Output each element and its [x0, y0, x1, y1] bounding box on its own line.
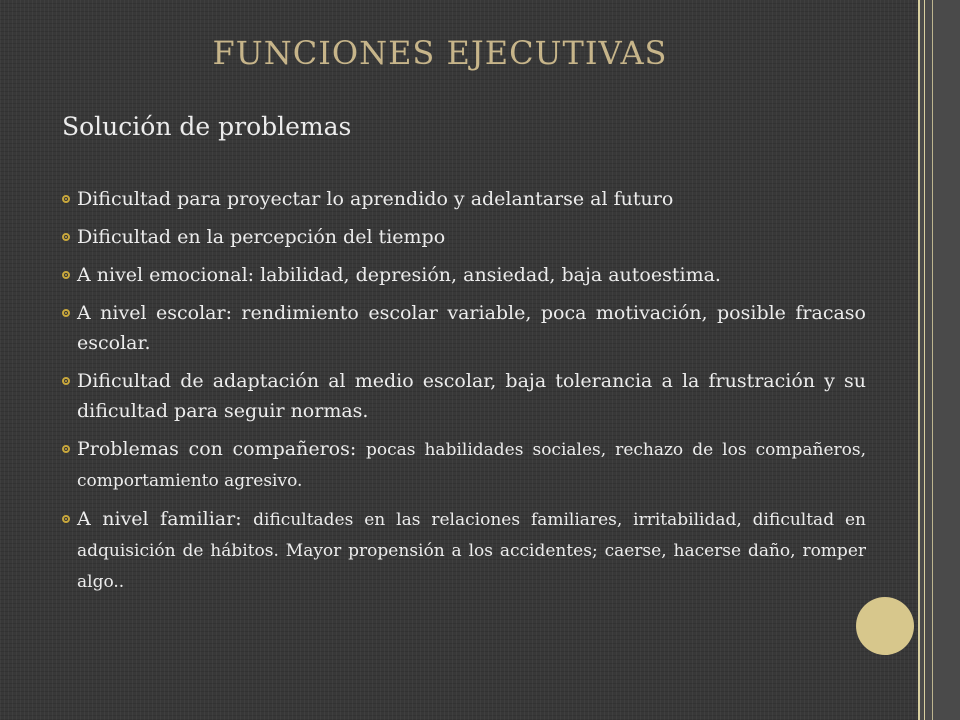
bullet-text: A nivel escolar: rendimiento escolar variable, poca motivación, posible fracaso escolar.	[77, 302, 866, 354]
bullet-text: Dificultad para proyectar lo aprendido y adelantarse al futuro	[77, 188, 674, 210]
bullet-item	[62, 260, 866, 290]
bullet-text: A nivel familiar:	[77, 508, 254, 530]
decorative-line	[918, 0, 920, 720]
bullet-text: Problemas con compañeros:	[77, 438, 366, 460]
bullet-item	[62, 504, 866, 597]
bullet-text: Dificultad en la percepción del tiempo	[77, 226, 446, 248]
ring-bullet-icon	[62, 195, 70, 203]
bullet-text: Dificultad de adaptación al medio escolar, baja tolerancia a la frustración y su dificultad para seguir normas.	[77, 370, 866, 422]
ring-bullet-icon	[62, 233, 70, 241]
bullet-text-detail: pocas habilidades sociales, rechazo de los compañeros, comportamiento agresivo.	[77, 440, 866, 491]
ring-bullet-icon	[62, 515, 70, 523]
bullet-item	[62, 434, 866, 496]
bullet-text: A nivel emocional: labilidad, depresión, ansiedad, baja autoestima.	[77, 264, 721, 286]
bullet-item	[62, 366, 866, 426]
decorative-line	[932, 0, 933, 720]
ring-bullet-icon	[62, 271, 70, 279]
bullet-text-detail: dificultades en las relaciones familiares, irritabilidad, dificultad en adquisición de hábitos. Mayor propensión a los accidentes; caerse, hacerse daño, romper algo..	[77, 510, 866, 592]
bullet-item	[62, 184, 866, 214]
bullet-item	[62, 222, 866, 252]
decorative-line	[924, 0, 925, 720]
slide-title: FUNCIONES EJECUTIVAS	[212, 34, 668, 72]
ring-bullet-icon	[62, 309, 70, 317]
ring-bullet-icon	[62, 445, 70, 453]
slide-subtitle: Solución de problemas	[62, 112, 352, 141]
gold-circle-icon	[856, 597, 914, 655]
ring-bullet-icon	[62, 377, 70, 385]
bullet-list	[62, 184, 866, 605]
bullet-item	[62, 298, 866, 358]
